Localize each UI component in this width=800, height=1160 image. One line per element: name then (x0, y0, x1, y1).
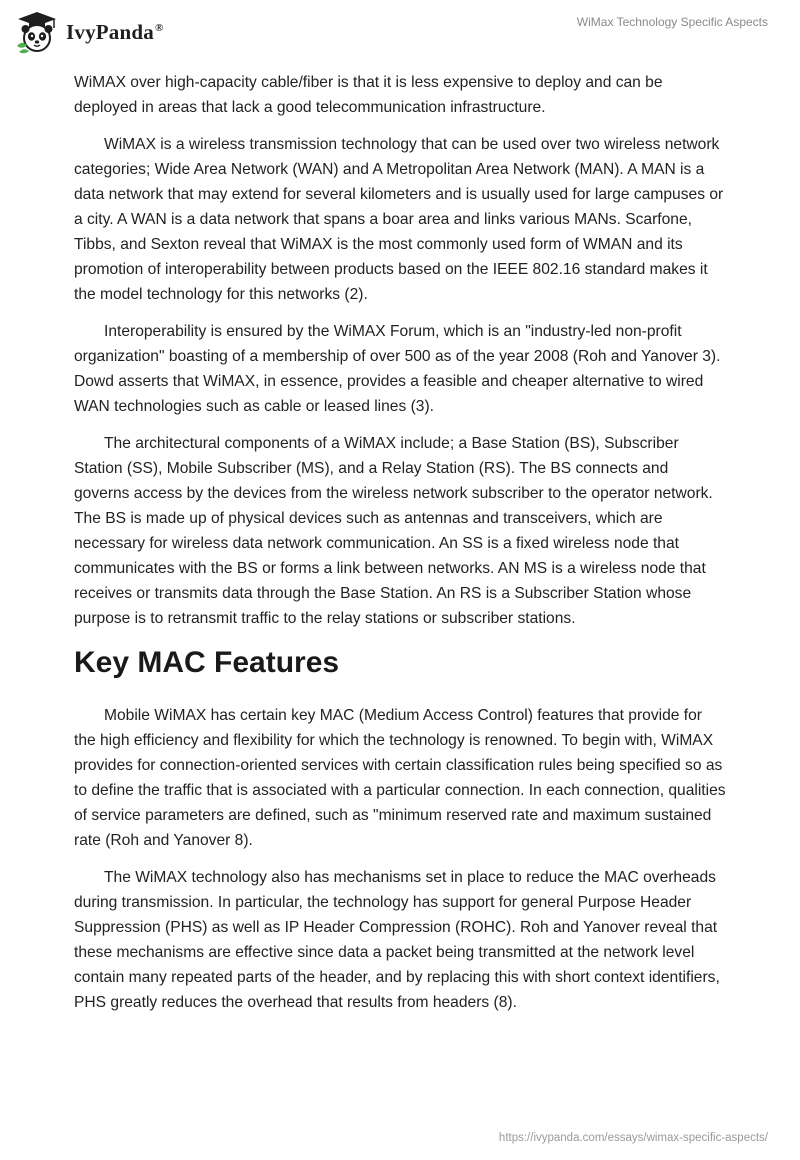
article-body (74, 70, 726, 1027)
page-header (0, 0, 800, 60)
paragraph: Mobile WiMAX has certain key MAC (Medium Access Control) features that provide for the high efficiency and flexibility for which the technology is renowned. To begin with, WiMAX provides for connection-oriented services with certain classification rules being specified so as to define the traffic that is associated with a particular connection. In each connection, qualities of service parameters are defined, such as "minimum reserved rate and maximum sustained rate (Roh and Yanover 8). (74, 707, 726, 849)
paragraph: The architectural components of a WiMAX include; a Base Station (BS), Subscriber Station (SS), Mobile Subscriber (MS), and a Relay Station (RS). The BS connects and governs access by the devices from the wireless network subscriber to the operator network. The BS is made up of physical devices such as antennas and transceivers, which are necessary for wireless data network communication. An SS is a fixed wireless node that communicates with the BS or forms a link between networks. AN MS is a wireless node that receives or transmits data through the Base Station. An RS is a Subscriber Station whose purpose is to retransmit traffic to the relay stations or subscriber stations. (74, 435, 713, 627)
brand-name-text: IvyPanda (66, 19, 154, 44)
panda-graduate-icon (14, 10, 60, 54)
running-title: WiMax Technology Specific Aspects (576, 15, 768, 29)
paragraph: Interoperability is ensured by the WiMAX Forum, which is an "industry-led non-profit organization" boasting of a membership of over 500 as of the year 2008 (Roh and Yanover 3). Dowd asserts that WiMAX, in essence, provides a feasible and cheaper alternative to wired WAN technologies such as cable or leased lines (3). (74, 323, 721, 415)
source-url[interactable]: https://ivypanda.com/essays/wimax-specific-aspects/ (498, 1132, 768, 1144)
paragraph: WiMAX over high-capacity cable/fiber is that it is less expensive to deploy and can be deployed in areas that lack a good telecommunication infrastructure. (74, 74, 663, 116)
paragraph: WiMAX is a wireless transmission technology that can be used over two wireless network categories; Wide Area Network (WAN) and A Metropolitan Area Network (MAN). A MAN is a data network that may extend for several kilometers and is usually used for large campuses or a city. A WAN is a data network that spans a boar area and links various MANs. Scarfone, Tibbs, and Sexton reveal that WiMAX is the most commonly used form of WMAN and its promotion of interoperability between products based on the IEEE 802.16 standard makes it the model technology for this networks (2). (74, 136, 724, 303)
section-heading: Key MAC Features (74, 646, 340, 679)
brand-name (66, 20, 163, 45)
registered-mark: ® (154, 21, 164, 34)
brand-logo[interactable] (14, 10, 163, 54)
paragraph: The WiMAX technology also has mechanisms set in place to reduce the MAC overheads during transmission. In particular, the technology has support for general Purpose Header Suppression (PHS) as well as IP Header Compression (ROHC). Roh and Yanover reveal that these mechanisms are effective since data a packet being transmitted at the network level contain many repeated parts of the header, and by replacing this with short context identifiers, PHS greatly reduces the overhead that results from headers (8). (74, 869, 720, 1011)
